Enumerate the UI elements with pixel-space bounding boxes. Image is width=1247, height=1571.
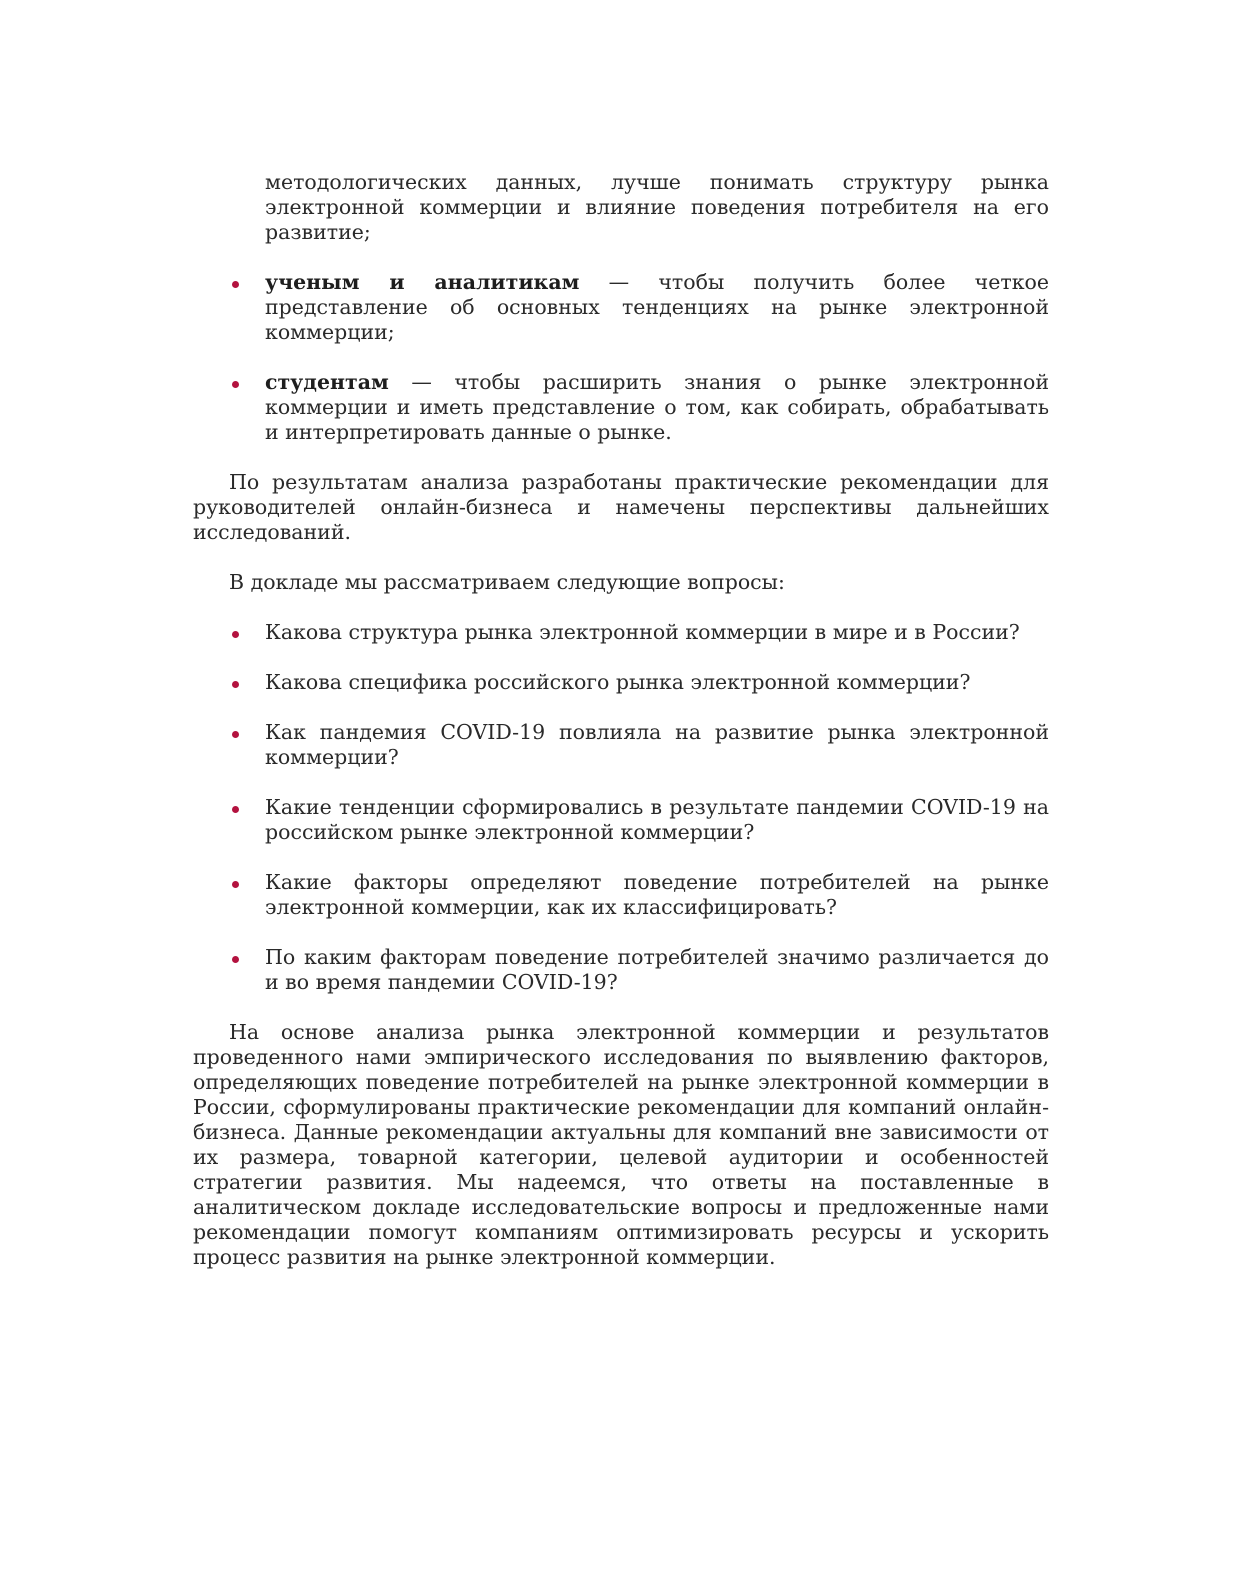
audience-label: студентам xyxy=(265,370,389,394)
question-text: Какова специфика российского рынка электронной коммерции? xyxy=(265,670,971,694)
questions-list xyxy=(193,620,1049,995)
audience-label: ученым и аналитикам xyxy=(265,270,580,294)
list-item xyxy=(193,945,1049,995)
question-text: По каким факторам поведение потребителей значимо различается до и во время пандемии COVID-19? xyxy=(265,945,1049,994)
bullet-icon xyxy=(232,731,239,738)
audience-text: — чтобы получить более четкое представление об основных тенденциях на рынке электронной коммерции; xyxy=(265,270,1049,344)
list-item xyxy=(193,670,1049,695)
question-text: Как пандемия COVID-19 повлияла на развитие рынка электронной коммерции? xyxy=(265,720,1049,769)
list-item xyxy=(193,720,1049,770)
bullet-icon xyxy=(232,881,239,888)
results-paragraph: По результатам анализа разработаны практические рекомендации для руководителей онлайн-бизнеса и намечены перспективы дальнейших исследований. xyxy=(193,470,1049,544)
questions-intro: В докладе мы рассматриваем следующие вопросы: xyxy=(229,570,785,594)
list-item xyxy=(193,795,1049,845)
list-item xyxy=(193,620,1049,645)
conclusion-paragraph: На основе анализа рынка электронной коммерции и результатов проведенного нами эмпирического исследования по выявлению факторов, определяющих поведение потребителей на рынке электронной коммерции в России, сформулированы практические рекомендации для компаний онлайн-бизнеса. Данные рекомендации актуальны для компаний вне зависимости от их размера, товарной категории, целевой аудитории и особенностей стратегии развития. Мы надеемся, что ответы на поставленные в аналитическом докладе исследовательские вопросы и предложенные нами рекомендации помогут компаниям оптимизировать ресурсы и ускорить процесс развития на рынке электронной коммерции. xyxy=(193,1020,1049,1269)
question-text: Какова структура рынка электронной коммерции в мире и в России? xyxy=(265,620,1020,644)
bullet-icon xyxy=(232,381,239,388)
continuation-text: методологических данных, лучше понимать структуру рынка электронной коммерции и влияние поведения потребителя на его развитие; xyxy=(265,170,1049,244)
audience-list xyxy=(193,270,1049,445)
bullet-icon xyxy=(232,956,239,963)
list-item xyxy=(193,870,1049,920)
bullet-icon xyxy=(232,681,239,688)
bullet-icon xyxy=(232,806,239,813)
bullet-icon xyxy=(232,631,239,638)
audience-text: — чтобы расширить знания о рынке электронной коммерции и иметь представление о том, как собирать, обрабатывать и интерпретировать данные о рынке. xyxy=(265,370,1049,444)
list-item xyxy=(193,270,1049,345)
question-text: Какие факторы определяют поведение потребителей на рынке электронной коммерции, как их классифицировать? xyxy=(265,870,1049,919)
bullet-icon xyxy=(232,281,239,288)
list-item xyxy=(193,370,1049,445)
document-page xyxy=(193,170,1049,1270)
question-text: Какие тенденции сформировались в результате пандемии COVID-19 на российском рынке электронной коммерции? xyxy=(265,795,1049,844)
